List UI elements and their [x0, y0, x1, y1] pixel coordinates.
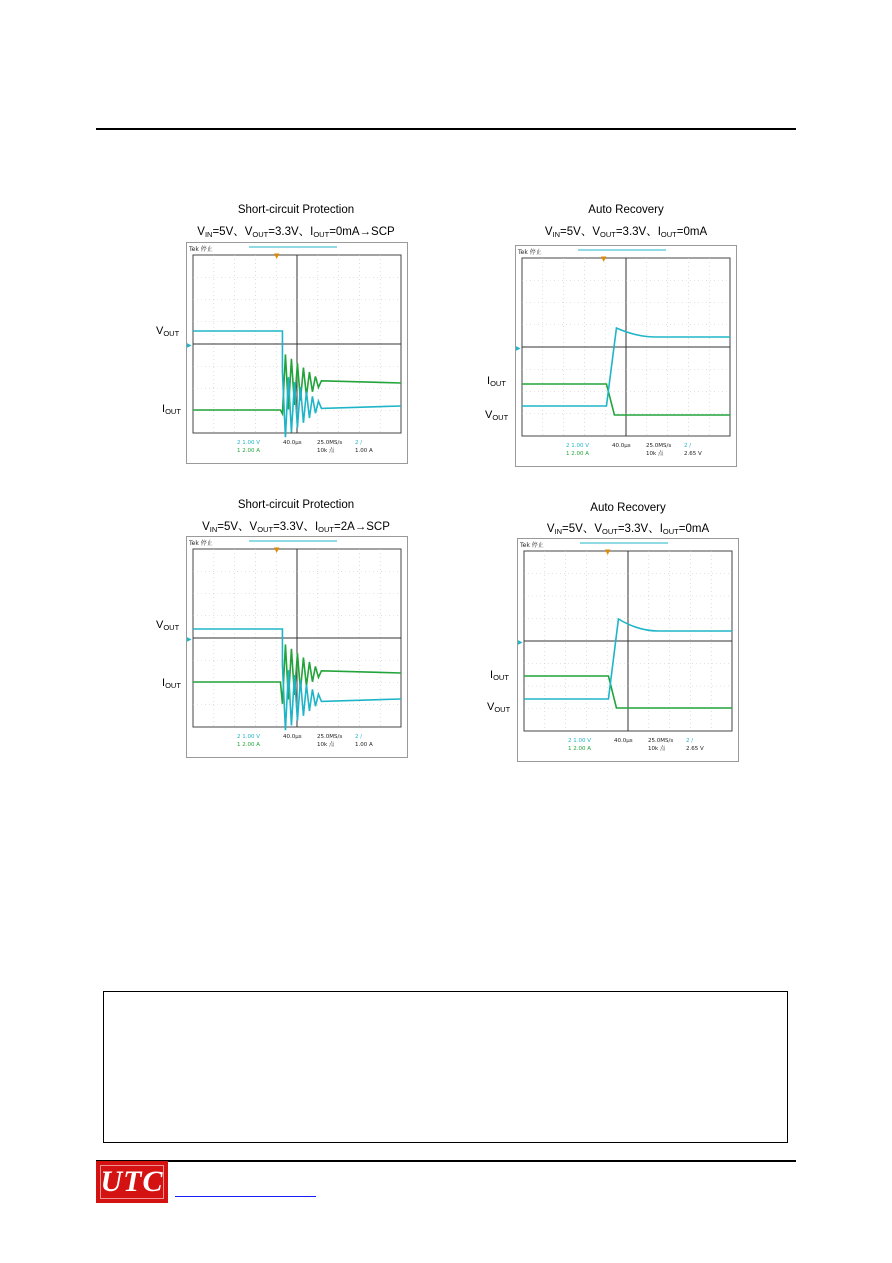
trace-label-vout: $V_{OUT}$: [156, 619, 180, 632]
scope-screen: [516, 246, 736, 466]
ch1-scale-readout: 1 2.00 A: [566, 451, 590, 457]
ch1-scale-readout: 1 2.00 A: [568, 746, 592, 752]
utc-logo: UTC: [96, 1161, 168, 1203]
timebase-readout: 40.0μs: [614, 738, 633, 744]
sample-rate-readout: 25.0MS/s: [317, 440, 343, 446]
ch1-scale-readout: 1 2.00 A: [237, 742, 261, 748]
ch2-scale-readout: 2 1.00 V: [566, 443, 590, 449]
header-rule: [96, 128, 796, 130]
trace-label-iout: $I_{OUT}$: [487, 375, 506, 388]
figure-title: Auto Recovery: [588, 204, 664, 216]
channel-marker: ▶: [187, 636, 192, 643]
oscilloscope-capture: [186, 242, 408, 464]
figure-title: Short-circuit Protection: [237, 204, 355, 216]
notice-box: [103, 991, 788, 1143]
trace-label-iout: $I_{OUT}$: [162, 677, 181, 690]
oscilloscope-capture: [517, 538, 739, 762]
sample-rate-readout: 25.0MS/s: [646, 443, 672, 449]
ch2-scale-readout: 2 1.00 V: [568, 738, 592, 744]
channel-marker: ▶: [518, 639, 523, 646]
channel-marker: ▶: [187, 342, 192, 349]
record-length-readout: 10k 点: [646, 451, 664, 457]
timebase-readout: 40.0μs: [283, 440, 302, 446]
scope-screen: [518, 539, 738, 761]
figure-conditions: $V_{IN}=5V$、$V_{OUT}=3.3V$、$I_{OUT}=0mA$: [546, 523, 710, 536]
trace-label-iout: $I_{OUT}$: [162, 403, 181, 416]
scope-status-text: Tek 停止: [518, 249, 542, 256]
trigger-source-readout: 2 /: [686, 738, 694, 744]
trigger-source-readout: 2 /: [684, 443, 692, 449]
website-link[interactable]: [175, 1196, 316, 1197]
record-length-readout: 10k 点: [317, 742, 335, 748]
trace-label-vout: $V_{OUT}$: [487, 701, 511, 714]
trigger-level-readout: 1.00 A: [355, 742, 373, 748]
figure-title: Auto Recovery: [590, 502, 666, 514]
footer-rule: [96, 1160, 796, 1162]
trigger-marker: ▼: [274, 546, 280, 554]
scope-screen: [187, 537, 407, 757]
figure-conditions: $V_{IN}=5V$、$V_{OUT}=3.3V$、$I_{OUT}=0mA$: [544, 226, 708, 239]
trigger-source-readout: 2 /: [355, 440, 363, 446]
trigger-level-readout: 2.65 V: [684, 451, 702, 457]
trigger-marker: ▼: [601, 255, 607, 263]
oscilloscope-capture: [186, 536, 408, 758]
trace-label-vout: $V_{OUT}$: [485, 409, 509, 422]
figure-conditions: $V_{IN}=5V$、$V_{OUT}=3.3V$、$I_{OUT}=0mA\to SCP$: [197, 226, 395, 239]
sample-rate-readout: 25.0MS/s: [317, 734, 343, 740]
sample-rate-readout: 25.0MS/s: [648, 738, 674, 744]
trigger-marker: ▼: [605, 548, 611, 556]
record-length-readout: 10k 点: [317, 448, 335, 454]
scope-status-text: Tek 停止: [189, 540, 213, 547]
figure-conditions: $V_{IN}=5V$、$V_{OUT}=3.3V$、$I_{OUT}=2A\to SCP$: [202, 521, 390, 534]
scope-screen: [187, 243, 407, 463]
timebase-readout: 40.0μs: [283, 734, 302, 740]
timebase-readout: 40.0μs: [612, 443, 631, 449]
record-length-readout: 10k 点: [648, 746, 666, 752]
trigger-level-readout: 1.00 A: [355, 448, 373, 454]
channel-marker: ▶: [516, 345, 521, 352]
trigger-marker: ▼: [274, 252, 280, 260]
scope-status-text: Tek 停止: [189, 246, 213, 253]
trigger-level-readout: 2.65 V: [686, 746, 704, 752]
trace-label-vout: $V_{OUT}$: [156, 325, 180, 338]
trigger-source-readout: 2 /: [355, 734, 363, 740]
ch2-scale-readout: 2 1.00 V: [237, 734, 261, 740]
figure-title: Short-circuit Protection: [237, 499, 355, 511]
scope-status-text: Tek 停止: [520, 542, 544, 549]
ch1-scale-readout: 1 2.00 A: [237, 448, 261, 454]
trace-label-iout: $I_{OUT}$: [490, 669, 509, 682]
ch2-scale-readout: 2 1.00 V: [237, 440, 261, 446]
oscilloscope-capture: [515, 245, 737, 467]
